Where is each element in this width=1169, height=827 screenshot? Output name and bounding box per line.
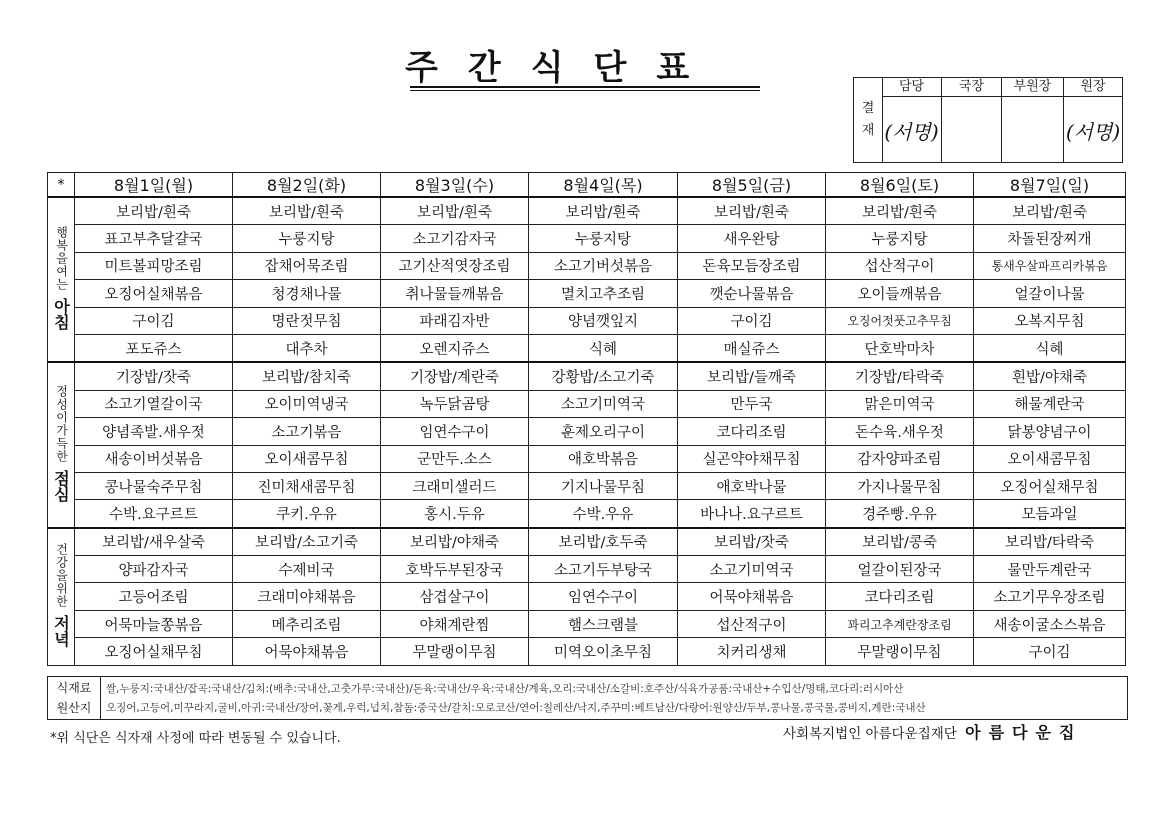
menu-cell: 보리밥/들깨죽 xyxy=(678,362,826,390)
menu-cell: 멸치고추조림 xyxy=(529,280,678,307)
approval-column: 원장 (서명) xyxy=(1064,78,1122,162)
menu-cell: 호박두부된장국 xyxy=(381,556,529,583)
menu-cell: 보리밥/콩죽 xyxy=(826,528,974,556)
menu-row xyxy=(48,334,1126,362)
menu-cell: 구이김 xyxy=(678,307,826,334)
origin-label: 식재료 원산지 xyxy=(48,677,101,719)
menu-cell: 오렌지쥬스 xyxy=(381,334,529,362)
menu-row xyxy=(48,638,1126,665)
menu-cell: 실곤약야채무침 xyxy=(678,445,826,472)
menu-cell: 식혜 xyxy=(529,334,678,362)
menu-cell: 식혜 xyxy=(974,334,1126,362)
day-header: 8월4일(목) xyxy=(529,173,678,198)
menu-cell: 명란젓무침 xyxy=(233,307,381,334)
menu-cell: 크래미샐러드 xyxy=(381,472,529,499)
signature-staff: (서명) xyxy=(884,119,939,144)
menu-cell: 홍시.두유 xyxy=(381,500,529,528)
menu-cell: 돈육모듬장조림 xyxy=(678,252,826,279)
menu-cell: 기장밥/타락죽 xyxy=(826,362,974,390)
menu-cell: 구이김 xyxy=(75,307,233,334)
menu-row xyxy=(48,225,1126,252)
menu-cell: 보리밥/야채죽 xyxy=(381,528,529,556)
menu-cell: 진미채새콤무침 xyxy=(233,472,381,499)
menu-cell: 오징어젓풋고추무침 xyxy=(826,307,974,334)
menu-cell: 양파감자국 xyxy=(75,556,233,583)
menu-cell: 차돌된장찌개 xyxy=(974,225,1126,252)
signature-director xyxy=(942,97,1001,163)
menu-cell: 기장밥/계란죽 xyxy=(381,362,529,390)
menu-cell: 표고부추달걀국 xyxy=(75,225,233,252)
header-row xyxy=(48,173,1126,198)
menu-cell: 코다리조림 xyxy=(826,583,974,610)
signature-head: (서명) xyxy=(1065,119,1121,144)
menu-cell: 보리밥/흰죽 xyxy=(678,197,826,225)
menu-cell: 고기산적엿장조림 xyxy=(381,252,529,279)
menu-cell: 강황밥/소고기죽 xyxy=(529,362,678,390)
menu-cell: 보리밥/흰죽 xyxy=(826,197,974,225)
menu-cell: 무말랭이무침 xyxy=(826,638,974,665)
corner-cell: * xyxy=(48,173,75,198)
approval-label: 결 재 xyxy=(854,78,883,162)
menu-cell: 꽈리고추계란장조림 xyxy=(826,610,974,637)
menu-cell: 수박.요구르트 xyxy=(75,500,233,528)
menu-row xyxy=(48,610,1126,637)
dinner-label: 건강을위한 저녁 xyxy=(48,528,75,665)
menu-cell: 햄스크램블 xyxy=(529,610,678,637)
menu-cell: 누룽지탕 xyxy=(826,225,974,252)
menu-cell: 야채계란찜 xyxy=(381,610,529,637)
origin-text: 쌀,누룽지:국내산/잡곡:국내산/김치:(배추:국내산,고춧가루:국내산)/돈육:국내산/우육:국내산/계육,오리:국내산/소갈비:호주산/식육가공품:국내산+수입산/명태,코다리:러시아산 오징어,고등어,미꾸라지,굴비,아귀:국내산/장어,꽃게,우럭,넙치,참돔:중국산/갈치:모로코산/연어:칠레산/낙지,주꾸미:베트남산/다랑어:원양산/두부,콩나물,콩국물,콩비지,계란:국내산 xyxy=(106,683,926,714)
menu-row xyxy=(48,472,1126,499)
menu-cell: 파래김자반 xyxy=(381,307,529,334)
menu-cell: 코다리조림 xyxy=(678,418,826,445)
menu-cell: 메추리조림 xyxy=(233,610,381,637)
menu-cell: 수박.우유 xyxy=(529,500,678,528)
weekly-menu-table xyxy=(47,172,1126,666)
menu-cell: 어묵마늘쫑볶음 xyxy=(75,610,233,637)
menu-cell: 녹두닭곰탕 xyxy=(381,390,529,417)
menu-row xyxy=(48,556,1126,583)
menu-cell: 훈제오리구이 xyxy=(529,418,678,445)
menu-cell: 누룽지탕 xyxy=(233,225,381,252)
menu-cell: 보리밥/흰죽 xyxy=(233,197,381,225)
menu-cell: 보리밥/흰죽 xyxy=(75,197,233,225)
menu-cell: 해물계란국 xyxy=(974,390,1126,417)
menu-cell: 모듬과일 xyxy=(974,500,1126,528)
menu-cell: 소고기미역국 xyxy=(678,556,826,583)
menu-cell: 섭산적구이 xyxy=(678,610,826,637)
day-header: 8월1일(월) xyxy=(75,173,233,198)
menu-cell: 흰밥/야채죽 xyxy=(974,362,1126,390)
menu-cell: 어묵야채볶음 xyxy=(233,638,381,665)
menu-cell: 기지나물무침 xyxy=(529,472,678,499)
menu-cell: 보리밥/소고기죽 xyxy=(233,528,381,556)
menu-cell: 소고기무우장조림 xyxy=(974,583,1126,610)
menu-cell: 미트볼피망조림 xyxy=(75,252,233,279)
menu-cell: 고등어조림 xyxy=(75,583,233,610)
menu-cell: 소고기버섯볶음 xyxy=(529,252,678,279)
approval-column: 국장 xyxy=(942,78,1002,162)
menu-cell: 소고기미역국 xyxy=(529,390,678,417)
menu-cell: 보리밥/새우살죽 xyxy=(75,528,233,556)
menu-cell: 새우완탕 xyxy=(678,225,826,252)
menu-cell: 가지나물무침 xyxy=(826,472,974,499)
menu-cell: 크래미야채볶음 xyxy=(233,583,381,610)
menu-cell: 맑은미역국 xyxy=(826,390,974,417)
menu-cell: 구이김 xyxy=(974,638,1126,665)
menu-cell: 보리밥/타락죽 xyxy=(974,528,1126,556)
lunch-label: 정성이가득한 점심 xyxy=(48,362,75,527)
menu-cell: 오징어실채무침 xyxy=(75,638,233,665)
menu-cell: 무말랭이무침 xyxy=(381,638,529,665)
menu-cell: 소고기열갈이국 xyxy=(75,390,233,417)
menu-cell: 새송이버섯볶음 xyxy=(75,445,233,472)
menu-cell: 양념족발.새우젓 xyxy=(75,418,233,445)
menu-cell: 단호박마차 xyxy=(826,334,974,362)
menu-cell: 경주빵.우유 xyxy=(826,500,974,528)
menu-cell: 물만두계란국 xyxy=(974,556,1126,583)
menu-cell: 임연수구이 xyxy=(381,418,529,445)
menu-cell: 감자양파조림 xyxy=(826,445,974,472)
day-header: 8월6일(토) xyxy=(826,173,974,198)
menu-cell: 보리밥/잣죽 xyxy=(678,528,826,556)
menu-row xyxy=(48,418,1126,445)
menu-row xyxy=(48,280,1126,307)
menu-cell: 잡채어묵조림 xyxy=(233,252,381,279)
menu-cell: 쿠키.우유 xyxy=(233,500,381,528)
menu-cell: 대추차 xyxy=(233,334,381,362)
menu-cell: 군만두.소스 xyxy=(381,445,529,472)
menu-row xyxy=(48,252,1126,279)
menu-cell: 새송이굴소스볶음 xyxy=(974,610,1126,637)
day-header: 8월7일(일) xyxy=(974,173,1126,198)
menu-row xyxy=(48,362,1126,390)
menu-cell: 양념깻잎지 xyxy=(529,307,678,334)
menu-cell: 누룽지탕 xyxy=(529,225,678,252)
menu-cell: 보리밥/흰죽 xyxy=(529,197,678,225)
menu-cell: 섭산적구이 xyxy=(826,252,974,279)
menu-cell: 오이미역냉국 xyxy=(233,390,381,417)
approval-column: 담당 (서명) xyxy=(882,78,942,162)
menu-cell: 취나물들깨볶음 xyxy=(381,280,529,307)
menu-cell: 얼갈이나물 xyxy=(974,280,1126,307)
footnote: *위 식단은 식자재 사정에 따라 변동될 수 있습니다. xyxy=(50,731,341,746)
menu-cell: 깻순나물볶음 xyxy=(678,280,826,307)
menu-cell: 미역오이초무침 xyxy=(529,638,678,665)
menu-cell: 만두국 xyxy=(678,390,826,417)
menu-cell: 소고기감자국 xyxy=(381,225,529,252)
menu-cell: 매실쥬스 xyxy=(678,334,826,362)
menu-row xyxy=(48,500,1126,528)
menu-cell: 돈수육.새우젓 xyxy=(826,418,974,445)
menu-cell: 포도쥬스 xyxy=(75,334,233,362)
menu-row xyxy=(48,528,1126,556)
menu-cell: 닭봉양념구이 xyxy=(974,418,1126,445)
menu-cell: 보리밥/호두죽 xyxy=(529,528,678,556)
day-header: 8월2일(화) xyxy=(233,173,381,198)
day-header: 8월3일(수) xyxy=(381,173,529,198)
title-underline xyxy=(410,86,760,88)
origin-info xyxy=(47,676,1128,720)
menu-cell: 오이들깨볶음 xyxy=(826,280,974,307)
menu-cell: 오이새콤무침 xyxy=(233,445,381,472)
menu-row xyxy=(48,390,1126,417)
menu-cell: 삼겹살구이 xyxy=(381,583,529,610)
menu-cell: 어묵야채볶음 xyxy=(678,583,826,610)
menu-cell: 수제비국 xyxy=(233,556,381,583)
menu-cell: 오징어실채볶음 xyxy=(75,280,233,307)
menu-cell: 오징어실채무침 xyxy=(974,472,1126,499)
page-title: 주간식단표 xyxy=(405,48,720,88)
menu-cell: 오이새콤무침 xyxy=(974,445,1126,472)
approval-column: 부원장 xyxy=(1002,78,1064,162)
menu-cell: 보리밥/흰죽 xyxy=(974,197,1126,225)
menu-cell: 콩나물숙주무침 xyxy=(75,472,233,499)
menu-cell: 통새우살파프리카볶음 xyxy=(974,252,1126,279)
menu-cell: 치커리생채 xyxy=(678,638,826,665)
menu-cell: 오복지무침 xyxy=(974,307,1126,334)
menu-row xyxy=(48,583,1126,610)
menu-cell: 보리밥/참치죽 xyxy=(233,362,381,390)
menu-row xyxy=(48,307,1126,334)
approval-box xyxy=(853,77,1123,163)
menu-cell: 임연수구이 xyxy=(529,583,678,610)
breakfast-label: 행복을여는 아침 xyxy=(48,197,75,362)
signature-vice xyxy=(1002,97,1063,163)
menu-cell: 얼갈이된장국 xyxy=(826,556,974,583)
menu-row xyxy=(48,445,1126,472)
title-underline-thin xyxy=(410,90,760,91)
menu-cell: 청경채나물 xyxy=(233,280,381,307)
menu-cell: 바나나.요구르트 xyxy=(678,500,826,528)
issuer: 사회복지법인 아름다운집재단 아름다운집 xyxy=(783,723,1083,742)
menu-cell: 기장밥/잣죽 xyxy=(75,362,233,390)
menu-cell: 보리밥/흰죽 xyxy=(381,197,529,225)
menu-cell: 소고기볶음 xyxy=(233,418,381,445)
menu-cell: 애호박나물 xyxy=(678,472,826,499)
day-header: 8월5일(금) xyxy=(678,173,826,198)
menu-row xyxy=(48,197,1126,225)
menu-cell: 애호박볶음 xyxy=(529,445,678,472)
menu-cell: 소고기두부탕국 xyxy=(529,556,678,583)
